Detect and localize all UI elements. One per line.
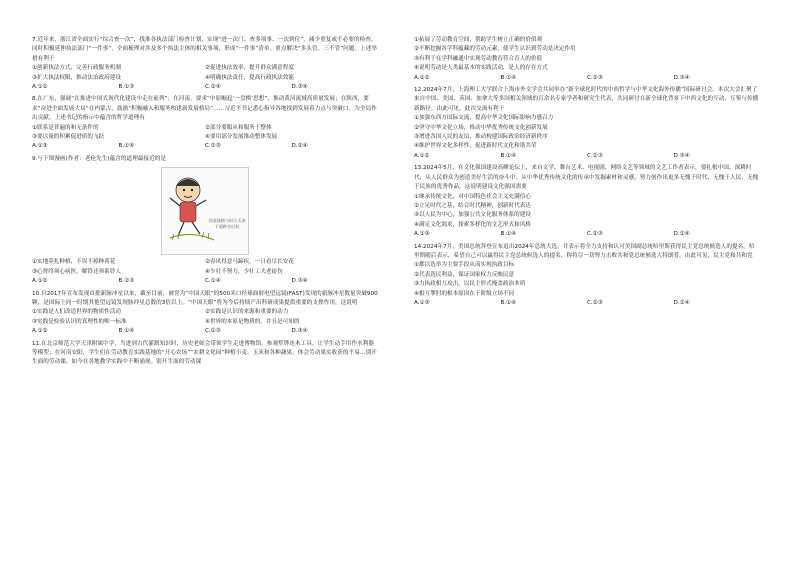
question-10 xyxy=(32,290,378,337)
option: ①创新执法方式，完善行政服务机制 xyxy=(32,65,121,72)
option: ③扩大执法权限，推动法治政府建设 xyxy=(32,74,121,81)
question-7 xyxy=(32,36,378,92)
question-stem: 13.2024年5月，在文化强国建设高峰论坛上，来自文学、舞台艺术、电视剧、网络文艺等领域的文艺工作者表示，要扎根中国、深耕时代，从人民群众为创造美好生活的奋斗中、从中华优秀传统文化的传承中发掘素材和灵感，努力创作出更多无愧于时代、无愧于人民、无愧于民族的优秀作品。这说明建设文化强国需要 xyxy=(414,165,759,191)
option: ②实践是认识的来源和重要的动力 xyxy=(205,309,289,316)
option: ①都以选举为主要手段从而实现执政目标 xyxy=(414,262,515,269)
choice-d: D.③④ xyxy=(673,74,690,81)
option: ②促进执法效率，提升群众满意程度 xyxy=(205,65,294,72)
option: ③以人民为中心，加强公共文化服务体系的建设 xyxy=(414,212,531,219)
question-stem: 9.与下图漫画(作者：老伦先生)蕴含的道理最接近的是 xyxy=(32,155,167,162)
question-stem: 8.在广东，强调“在推进中国式现代化建设中走在前列”；在河南，要求“中原崛起‘一盘棋’思想”，推动黄河流域高质量发展；在陕西，要求“奋进全面发展大局”在内蒙古，鼓励“积极融入和服务构建新发展格局”……习近平书记悉心指导各地找到发展着力点与突破口，为全局作出贡献。上述书记的指示中蕴含的哲学道理有 xyxy=(32,96,377,122)
option: ②春风得意马蹄疾，一日看尽长安花 xyxy=(205,259,294,266)
question-stem: 11.在北京师范大学天津附属中学，当进到古代灌溉知识时，历史老师会带领学生走进博物馆，参观犁铧连木工具，让学生动手用作水利器等模型；在河南安阳，学生们在劳动教育实践基地的“开心农场”“农耕文化园”种植小麦、玉米和各种蔬果，体会劳动果实收获的不易…别开生面的劳动课，如今在各地教学实践中不断涌现。别开生面的劳动课 xyxy=(32,340,377,366)
question-stem: 12.2024年7月，上海理工大学联合上海市外文学会共同举办“新全球化时代的中西哲学与中华文化海外传播”国际研讨会。本次大会汇聚了来自中国、美国、英国、加拿大等多国相关领域的百余名专家学者和研究生代表，共同研讨在新全球化背景下中西文化的互动、互鉴与传播新路径。由此可见，此次交流有利于 xyxy=(414,87,759,112)
choice-c: C.②④ xyxy=(205,84,221,91)
choice-a: A.①② xyxy=(32,278,48,285)
option: ④维护世界文化多样性，促进新时代文化和谐共荣 xyxy=(414,143,537,150)
option: ④相互掣肘的根本原因在于阶级立场不同 xyxy=(414,290,515,297)
option: ①加强东西方国际交流，提高中华文化国际影响力感召力 xyxy=(414,115,554,122)
question-9 xyxy=(32,155,378,287)
choice-c: C.②③ xyxy=(205,143,221,150)
choice-c: C.②③ xyxy=(205,328,221,335)
option: ①实践是人们改造世界的物质性活动 xyxy=(32,309,121,316)
answer-choices xyxy=(32,142,378,151)
cartoon-caption: 谷雨插秧与时几天来下面种谷后粒 xyxy=(208,218,246,230)
option: ①拓展了劳动教育空间，帮助学生树立正确的价值观 xyxy=(414,37,543,43)
question-stem: 14.2024年7月，美国总统拜登宣布退出2024年总统大选，并表示将全力支持和认可美国副总统哈里斯获得民主党总统候选人的提名。哈里斯随后表示，希望自己可以赢得民主党总统候选人的提名，称将尽一切努力击败共和党总统候选人特朗普。由此可见，民主党和共和党 xyxy=(414,243,755,259)
choice-c: C.①④ xyxy=(205,278,221,285)
option: ①联系是普遍的和无条件的 xyxy=(32,124,99,131)
option: ②坚守中华文化立场，推动中华优秀传统文化创新发展 xyxy=(414,124,548,131)
answer-choices xyxy=(32,277,378,286)
question-14 xyxy=(414,243,760,309)
answer-choices xyxy=(414,74,760,83)
question-11 xyxy=(32,340,378,368)
option: ②立足时代之基，结合时代精神，创新时代表达 xyxy=(414,202,531,209)
option: ④满足文化渴求，探索多样化的文艺形式和风格 xyxy=(414,221,531,228)
option: ①继承传统文化，对中国特色社会主义充满信心 xyxy=(414,193,531,200)
choice-b: B.①④ xyxy=(118,328,135,335)
choice-b: B.①④ xyxy=(500,299,517,306)
choice-b: B.①④ xyxy=(118,143,135,150)
left-column xyxy=(32,36,378,371)
choice-d: D.③④ xyxy=(291,84,308,91)
choice-a: A.①② xyxy=(32,328,48,335)
choice-a: A.①③ xyxy=(32,143,48,150)
choice-d: D.②④ xyxy=(291,143,308,150)
cartoon-figure-icon xyxy=(162,168,248,254)
answer-choices xyxy=(32,327,378,336)
question-13 xyxy=(414,164,760,239)
question-8 xyxy=(32,95,378,151)
option: ③要以量的积累促进质的飞跃 xyxy=(32,134,105,141)
option: ④说明劳动是人类最基本的实践活动，是人的存在方式 xyxy=(414,65,548,72)
choice-c: C.②③ xyxy=(587,152,603,159)
answer-choices xyxy=(414,299,760,308)
option: ③实践是检验认识的真理性的唯一标准 xyxy=(32,318,127,325)
option: ④少壮不努力，少壮工夫老徒伤 xyxy=(205,268,283,275)
option: ④明确执法责任，提高行政执法效能 xyxy=(205,74,294,81)
choice-a: A.①② xyxy=(32,84,48,91)
choice-d: D.③④ xyxy=(673,152,690,159)
question-stem: 7.近年来，浙江省全面实行“综合查一次”，找准各执法部门检查计划，实现“进一次门、查多项事、一次到位”，减少重复或不必要的检查。同时积极延伸执法部门“一件事”，全面梳理对涉及多个执法主体的相关事项，形成“一件事”清单，重点解决“多头管、三不管”问题。上述举措有利于 xyxy=(32,37,378,62)
choice-b: B.①④ xyxy=(500,152,517,159)
option: ②代表选民利益，保证国家权力反映民意 xyxy=(414,271,515,278)
option: ③心肾终须心病医，解铃还须系铃人 xyxy=(32,268,121,275)
answer-choices xyxy=(414,230,760,239)
right-column xyxy=(414,36,760,311)
cartoon-illustration xyxy=(161,167,249,255)
option: ①实地莫扎种植，不误不掉种荷花 xyxy=(32,259,116,266)
option: ③力执政相互攻击，以民主形式掩盖政治本质 xyxy=(414,281,526,288)
option: ②部分要服从和服务于整体 xyxy=(205,124,272,131)
choice-b: B.①④ xyxy=(500,231,517,238)
choice-a: A.①③ xyxy=(414,231,430,238)
choice-d: D.③④ xyxy=(291,278,308,285)
question-12 xyxy=(414,86,760,161)
option: ④要用部分发展推动整体发展 xyxy=(205,134,278,141)
choice-a: A.①② xyxy=(414,152,430,159)
choice-b: B.①③ xyxy=(118,84,135,91)
question-stem: 10.自2017年宣布发现首批新脉冲星以来，截至目前，被誉为“中国天眼”的500米口径球面射电望远镜(FAST)发现的新脉冲星数量突破900颗，是国际上同一时期其他望远镜发现脉冲星总数的3倍以上。“中国天眼”将为今后持续产出科研成果提供重要的支撑作用，这说明 xyxy=(32,290,378,306)
answer-choices xyxy=(414,152,760,161)
choice-c: C.②③ xyxy=(587,299,603,306)
choice-c: C.②③ xyxy=(587,74,603,81)
choice-d: D.③④ xyxy=(291,328,308,335)
choice-c: C.②③ xyxy=(587,231,603,238)
choice-b: B.①④ xyxy=(500,74,517,81)
option: ④世界的本原是物质的，并且是可知的 xyxy=(205,318,300,325)
choice-d: D.②④ xyxy=(673,231,690,238)
choice-a: A.①② xyxy=(414,74,430,81)
choice-b: B.②③ xyxy=(118,278,135,285)
choice-a: A.①③ xyxy=(414,299,430,306)
option: ②不断挖掘各学科蕴藏的劳动元素，使学生认识到劳动是决定作用 xyxy=(414,46,576,53)
option: ③有利于在学科融通中实现劳动教育符合育人的价值 xyxy=(414,55,543,62)
option: ③增进各国人民的友谊，推动构建国际政治经济新秩序 xyxy=(414,134,548,141)
choice-d: D.②④ xyxy=(673,299,690,306)
answer-choices xyxy=(32,83,378,92)
question-11-options xyxy=(414,36,760,83)
